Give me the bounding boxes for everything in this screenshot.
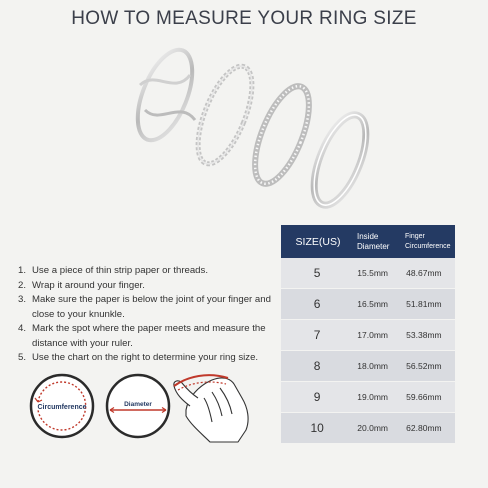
rope-ring [187, 59, 263, 170]
cell-inside-diameter: 17.0mm [357, 330, 388, 340]
cell-inside-diameter: 15.5mm [357, 268, 388, 278]
header-size: SIZE(US) [295, 235, 341, 248]
diameter-diagram [104, 372, 172, 440]
cell-size: 10 [310, 421, 324, 435]
cell-inside-diameter: 20.0mm [357, 423, 388, 433]
cell-size: 5 [313, 266, 321, 280]
list-item: 1. Use a piece of thin strip paper or threads. [18, 265, 208, 276]
table-row [281, 320, 455, 351]
list-item: 5. Use the chart on the right to determine your ring size. [18, 352, 259, 363]
twisted-ring [127, 42, 204, 147]
rings-illustration [120, 40, 380, 220]
page-title: HOW TO MEASURE YOUR RING SIZE [71, 8, 417, 29]
circumference-diagram [28, 372, 96, 440]
cell-circumference: 56.52mm [406, 361, 442, 371]
instructions-list [18, 264, 288, 366]
header-inside-diameter: Inside Diameter [357, 231, 390, 251]
header-finger-circumference: Finger Circumference [405, 232, 451, 250]
cell-inside-diameter: 18.0mm [357, 361, 388, 371]
cell-size: 9 [313, 390, 321, 404]
cell-circumference: 48.67mm [406, 268, 442, 278]
cell-circumference: 62.80mm [406, 423, 442, 433]
cell-inside-diameter: 19.0mm [357, 392, 388, 402]
cell-circumference: 59.66mm [406, 392, 442, 402]
cell-size: 8 [313, 359, 321, 373]
plain-band-ring [303, 108, 376, 212]
cell-circumference: 51.81mm [406, 299, 442, 309]
table-row [281, 351, 455, 382]
table-row [281, 289, 455, 320]
list-item: 2. Wrap it around your finger. [18, 279, 145, 291]
size-table-body [281, 258, 455, 444]
cell-circumference: 53.38mm [406, 330, 442, 340]
size-table-header [281, 225, 455, 258]
cell-size: 7 [313, 328, 321, 342]
cell-inside-diameter: 16.5mm [357, 299, 388, 309]
hand-icon [168, 368, 258, 444]
pave-ring [244, 79, 320, 190]
table-row [281, 382, 455, 413]
cell-size: 6 [313, 297, 321, 311]
list-item: 4. Mark the spot where the paper meets and measure the distance with your ruler. [18, 323, 266, 349]
diameter-label: Diameter [124, 401, 152, 408]
table-row [281, 258, 455, 289]
table-row [281, 413, 455, 444]
list-item: 3. Make sure the paper is below the joint of your finger and close to your knunkle. [18, 294, 271, 320]
circumference-label: Circumference [37, 404, 87, 411]
